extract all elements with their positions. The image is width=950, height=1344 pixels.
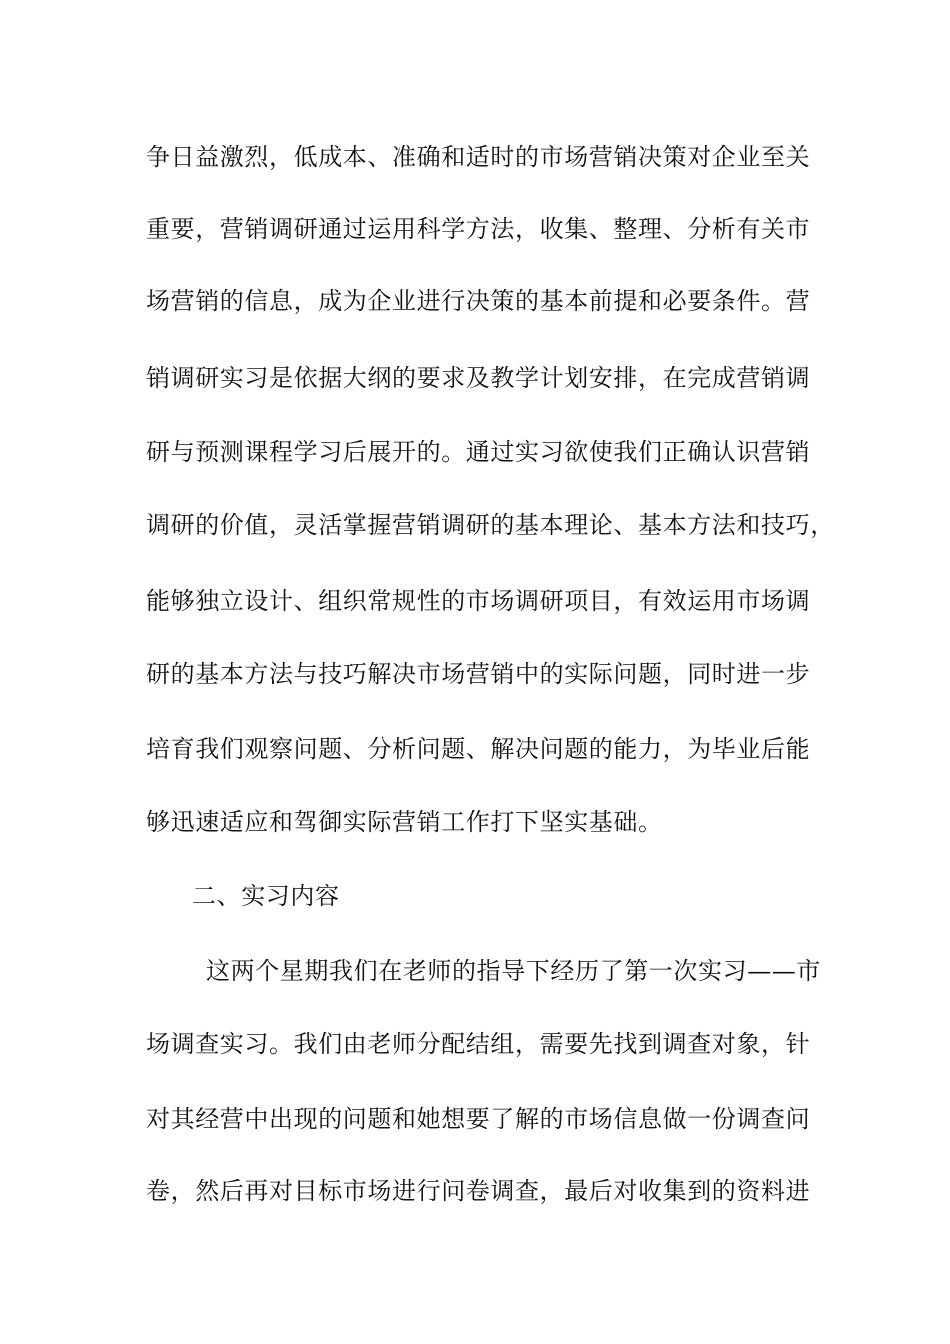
paragraph-line: 卷，然后再对目标市场进行问卷调查，最后对收集到的资料进 xyxy=(146,1177,811,1205)
paragraph-line: 争日益激烈，低成本、准确和适时的市场营销决策对企业至关 xyxy=(146,143,811,171)
paragraph-line: 调研的价值，灵活掌握营销调研的基本理论、基本方法和技巧， xyxy=(146,511,835,539)
paragraph-line: 这两个星期我们在老师的指导下经历了第一次实习——市 xyxy=(206,957,821,985)
paragraph-line: 重要，营销调研通过运用科学方法，收集、整理、分析有关市 xyxy=(146,215,811,243)
paragraph-line: 研与预测课程学习后展开的。通过实习欲使我们正确认识营销 xyxy=(146,438,811,466)
paragraph-line: 对其经营中出现的问题和她想要了解的市场信息做一份调查问 xyxy=(146,1105,811,1133)
paragraph-line: 够迅速适应和驾御实际营销工作打下坚实基础。 xyxy=(146,808,663,836)
paragraph-line: 销调研实习是依据大纲的要求及教学计划安排，在完成营销调 xyxy=(146,364,811,392)
section-heading: 二、实习内容 xyxy=(192,882,340,910)
paragraph-line: 场营销的信息，成为企业进行决策的基本前提和必要条件。营 xyxy=(146,287,811,315)
paragraph-line: 能够独立设计、组织常规性的市场调研项目，有效运用市场调 xyxy=(146,587,811,615)
paragraph-line: 培育我们观察问题、分析问题、解决问题的能力，为毕业后能 xyxy=(146,735,811,763)
paragraph-line: 研的基本方法与技巧解决市场营销中的实际问题，同时进一步 xyxy=(146,660,811,688)
paragraph-line: 场调查实习。我们由老师分配结组，需要先找到调查对象，针 xyxy=(146,1030,811,1058)
